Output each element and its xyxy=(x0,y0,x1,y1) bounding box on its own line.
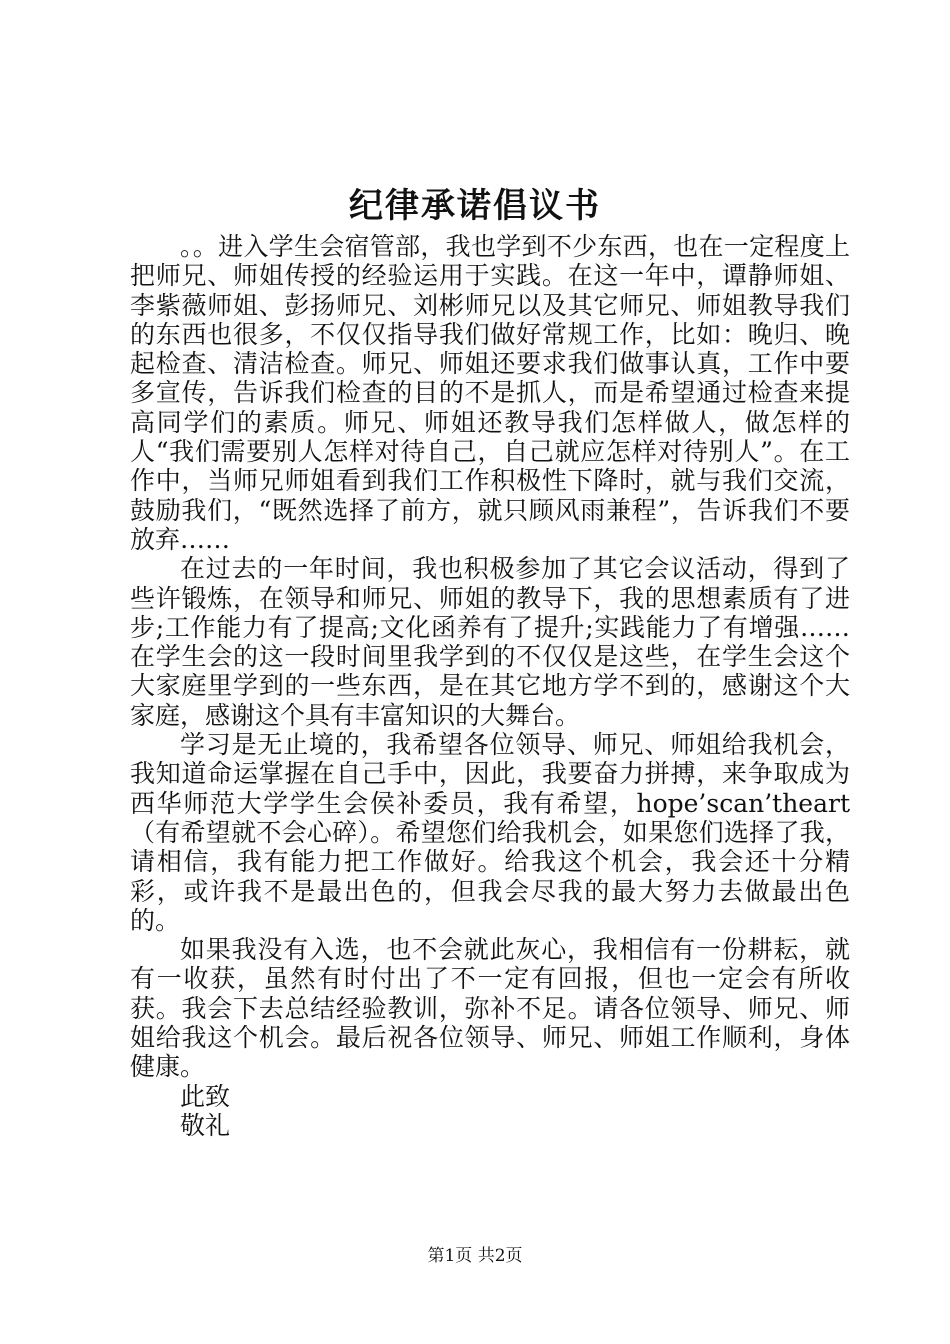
paragraph-2: 在过去的一年时间，我也积极参加了其它会议活动，得到了些许锻炼，在领导和师兄、师姐的教导下，我的思想素质有了进步;工作能力有了提高;文化函养有了提升;实践能力了有增强……在学生会的这一段时间里我学到的不仅仅是这些，在学生会这个大家庭里学到的一些东西，是在其它地方学不到的，感谢这个大家庭，感谢这个具有丰富知识的大舞台。 xyxy=(130,554,850,730)
document-title: 纪律承诺倡议书 xyxy=(349,186,601,226)
paragraph-3: 学习是无止境的，我希望各位领导、师兄、师姐给我机会，我知道命运掌握在自己手中，因此，我要奋力拼搏，来争取成为西华师范大学学生会侯补委员，我有希望，hope’scan’theart（有希望就不会心碎）。希望您们给我机会，如果您们选择了我，请相信，我有能力把工作做好。给我这个机会，我会还十分精彩，或许我不是最出色的，但我会尽我的最大努力去做最出色的。 xyxy=(130,730,850,935)
document-body xyxy=(130,232,850,1140)
page-indicator: 第1页 共2页 xyxy=(427,1246,523,1266)
paragraph-1: 。。进入学生会宿管部，我也学到不少东西，也在一定程度上把师兄、师姐传授的经验运用于实践。在这一年中，谭静师姐、李紫薇师姐、彭扬师兄、刘彬师兄以及其它师兄、师姐教导我们的东西也很多，不仅仅指导我们做好常规工作，比如：晚归、晚起检查、清洁检查。师兄、师姐还要求我们做事认真，工作中要多宣传，告诉我们检查的目的不是抓人，而是希望通过检查来提高同学们的素质。师兄、师姐还教导我们怎样做人，做怎样的人“我们需要别人怎样对待自己，自己就应怎样对待别人”。在工作中，当师兄师姐看到我们工作积极性下降时，就与我们交流，鼓励我们，“既然选择了前方，就只顾风雨兼程”，告诉我们不要放弃…… xyxy=(130,232,850,554)
closing-regards: 敬礼 xyxy=(180,1110,231,1140)
closing-salutation: 此致 xyxy=(180,1081,231,1111)
paragraph-4: 如果我没有入选，也不会就此灰心，我相信有一份耕耘，就有一收获，虽然有时付出了不一定有回报，但也一定会有所收获。我会下去总结经验教训，弥补不足。请各位领导、师兄、师姐给我这个机会。最后祝各位领导、师兄、师姐工作顺利，身体健康。 xyxy=(130,935,850,1082)
